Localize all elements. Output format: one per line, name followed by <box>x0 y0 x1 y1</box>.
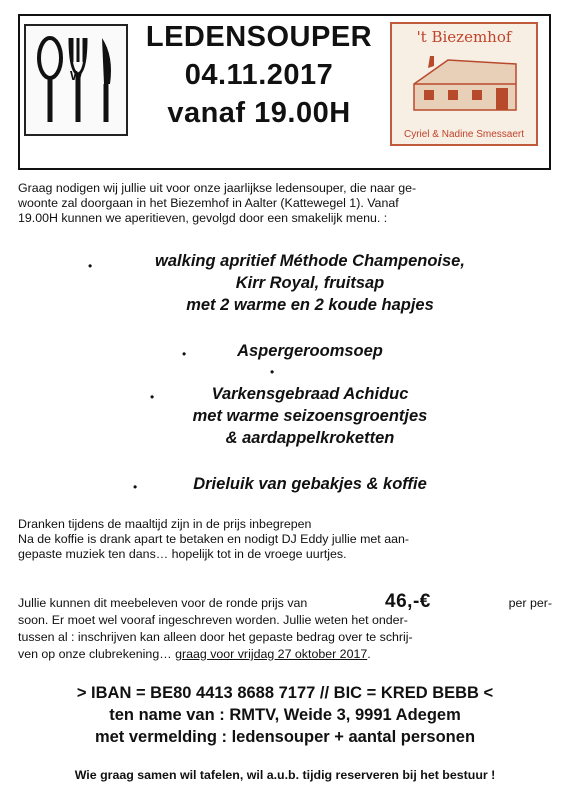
price-amount: 46,-€ <box>385 591 431 612</box>
deadline-text: graag voor vrijdag 27 oktober 2017 <box>175 647 368 661</box>
event-time: vanaf 19.00H <box>167 97 351 129</box>
menu-line: met warme seizoensgroentjes <box>192 407 428 425</box>
drinks-line: gepaste muziek ten dans… hopelijk tot in de vroege uurtjes. <box>18 547 347 561</box>
menu-item-aperitif <box>80 250 540 316</box>
reference-line: met vermelding : ledensouper + aantal personen <box>94 728 476 746</box>
price-unit: per per- <box>508 596 552 610</box>
price-line <box>18 646 552 663</box>
menu-line: Aspergeroomsoep <box>237 342 383 360</box>
menu-bullet: • <box>88 259 93 273</box>
menu-item-main <box>80 383 540 449</box>
svg-text:W: W <box>70 68 83 83</box>
menu-bullet: • <box>150 390 155 404</box>
farmhouse-icon <box>408 54 522 116</box>
price-line-end: . <box>367 647 371 661</box>
menu-item-soup <box>80 340 540 362</box>
title-block <box>128 18 390 132</box>
menu-line: & aardappelkroketten <box>225 429 395 447</box>
drinks-line: Dranken tijdens de maaltijd zijn in de prijs inbegrepen <box>18 517 312 531</box>
restaurant-logo <box>390 22 538 146</box>
menu-bullet: • <box>182 347 187 361</box>
payment-block <box>18 682 552 748</box>
menu-line: walking apritief Méthode Champenoise, <box>155 252 465 270</box>
menu-line: Drieluik van gebakjes & koffie <box>193 475 427 493</box>
footer-note: Wie graag samen wil tafelen, wil a.u.b. tijdig reserveren bij het bestuur ! <box>74 768 496 782</box>
price-line: soon. Er moet wel vooraf ingeschreven worden. Jullie weten het onder- <box>18 613 408 627</box>
price-line: tussen al : inschrijven kan alleen door het gepaste bedrag over te schrij- <box>18 630 413 644</box>
iban-line: > IBAN = BE80 4413 8688 7177 // BIC = KRED BEBB < <box>76 684 494 702</box>
event-date: 04.11.2017 <box>184 59 334 91</box>
menu-line: met 2 warme en 2 koude hapjes <box>186 296 434 314</box>
menu-line: Kirr Royal, fruitsap <box>235 274 385 292</box>
price-intro: Jullie kunnen dit meebeleven voor de ronde prijs van <box>18 596 308 610</box>
price-line-text: ven op onze clubrekening… <box>18 647 172 661</box>
intro-paragraph <box>18 181 552 226</box>
cutlery-logo <box>24 24 128 136</box>
menu-item-dessert <box>80 473 540 495</box>
menu-line: Varkensgebraad Achiduc <box>211 385 409 403</box>
intro-line: Graag nodigen wij jullie uit voor onze jaarlijkse ledensouper, die naar ge- <box>18 181 417 195</box>
cutlery-icon <box>26 26 126 134</box>
event-title: LEDENSOUPER <box>145 21 373 53</box>
price-paragraph <box>18 593 552 663</box>
account-holder-line: ten name van : RMTV, Weide 3, 9991 Adegem <box>109 706 461 724</box>
restaurant-name: 't Biezemhof <box>416 28 512 46</box>
drinks-line: Na de koffie is drank apart te betaken en nodigt DJ Eddy jullie met aan- <box>18 532 409 546</box>
intro-line: 19.00H kunnen we aperitieven, gevolgd door een smakelijk menu. : <box>18 211 388 225</box>
restaurant-owners: Cyriel & Nadine Smessaert <box>403 129 525 140</box>
intro-line: woonte zal doorgaan in het Biezemhof in Aalter (Kattewegel 1). Vanaf <box>18 196 399 210</box>
drinks-paragraph <box>18 517 552 562</box>
menu-bullet: • <box>270 365 275 379</box>
menu-bullet: • <box>133 480 138 494</box>
price-line <box>18 593 552 612</box>
